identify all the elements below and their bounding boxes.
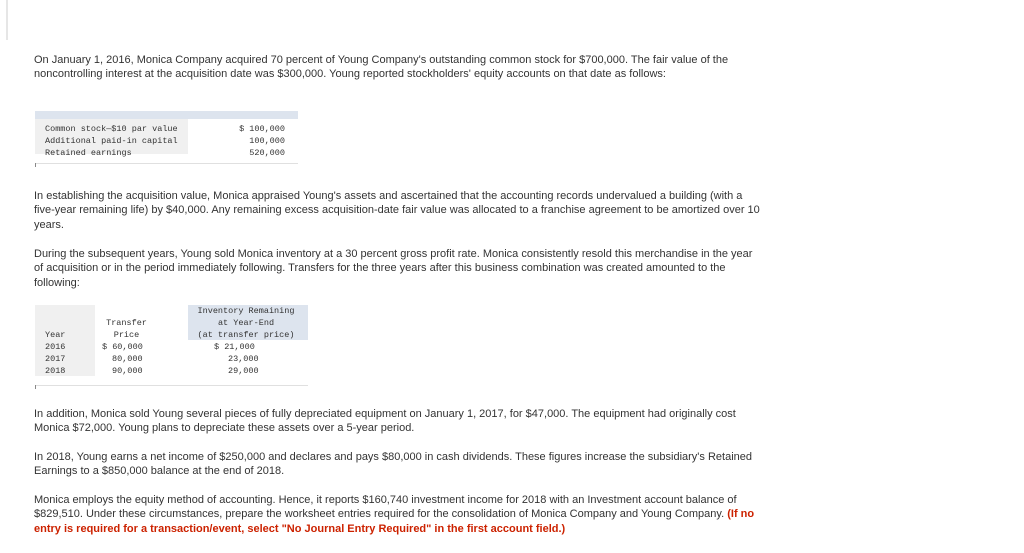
row-price: 90,000	[112, 366, 143, 376]
equity-amount: 100,000	[249, 136, 285, 146]
left-border	[6, 0, 8, 40]
equity-table-tick	[35, 163, 36, 167]
header-at-year-end: at Year-End	[217, 318, 275, 328]
equipment-paragraph: In addition, Monica sold Young several pieces of fully depreciated equipment on January 1, 2017, for $47,000. The equipment had originally cost Monica $72,000. Young plans to depreciate these assets over a 5-year period.	[34, 408, 736, 435]
table-row	[45, 124, 295, 136]
equity-label: Common stock—$10 par value	[45, 124, 178, 134]
row-remaining: 29,000	[228, 366, 259, 376]
header-at-transfer-price: (at transfer price)	[197, 330, 295, 340]
equity-table-header-band	[35, 111, 298, 119]
row-remaining: 23,000	[228, 354, 259, 364]
transfer-table-tick	[35, 385, 36, 389]
row-remaining: $ 21,000	[214, 342, 255, 352]
table-row	[45, 148, 295, 160]
header-inventory: Inventory Remaining	[197, 306, 295, 316]
valuation-paragraph: In establishing the acquisition value, Monica appraised Young's assets and ascertained that the accounting records undervalued a building (with a five-year remaining life) by $40,000. Any remaining excess acquisition-date fair value was allocated to a franchise agreement to be amortized over 10 years.	[34, 190, 760, 231]
inventory-paragraph: During the subsequent years, Young sold Monica inventory at a 30 percent gross profit rate. Monica consistently resold this merchandise in the year of acquisition or in the period immediately following. Transfers for the three years after this business combination was created amounted to the following:	[34, 248, 753, 289]
header-year: Year	[45, 330, 66, 340]
equity-table	[35, 111, 298, 166]
row-price: $ 60,000	[102, 342, 143, 352]
equity-label: Retained earnings	[45, 148, 132, 158]
row-year: 2017	[45, 354, 66, 364]
table-row	[45, 136, 295, 148]
row-year: 2018	[45, 366, 66, 376]
transfer-table-divider	[35, 385, 308, 386]
method-text: Monica employs the equity method of accounting. Hence, it reports $160,740 investment income for 2018 with an Investment account balance of $829,510. Under these circumstances, prepare the worksheet entries required for the consolidation of Monica Company and Young Company.	[34, 494, 737, 521]
income-paragraph: In 2018, Young earns a net income of $250,000 and declares and pays $80,000 in cash dividends. These figures increase the subsidiary's Retained Earnings to a $850,000 balance at the end of 2018.	[34, 451, 752, 478]
equity-amount: 520,000	[249, 148, 285, 158]
row-year: 2016	[45, 342, 66, 352]
row-price: 80,000	[112, 354, 143, 364]
intro-paragraph: On January 1, 2016, Monica Company acquired 70 percent of Young Company's outstanding common stock for $700,000. The fair value of the noncontrolling interest at the acquisition date was $300,000. Young reported stockholders' equity accounts on that date as follows:	[34, 54, 729, 81]
method-paragraph	[34, 493, 764, 536]
instruction-text: (If no entry is required for a transaction/event, select "No Journal Entry Required" in the first account field.)	[34, 508, 755, 535]
transfer-table	[35, 305, 308, 389]
equity-label: Additional paid-in capital	[45, 136, 178, 146]
header-price: Price	[113, 330, 140, 340]
header-transfer: Transfer	[106, 318, 147, 328]
equity-amount: $ 100,000	[239, 124, 285, 134]
equity-table-divider	[35, 163, 298, 164]
